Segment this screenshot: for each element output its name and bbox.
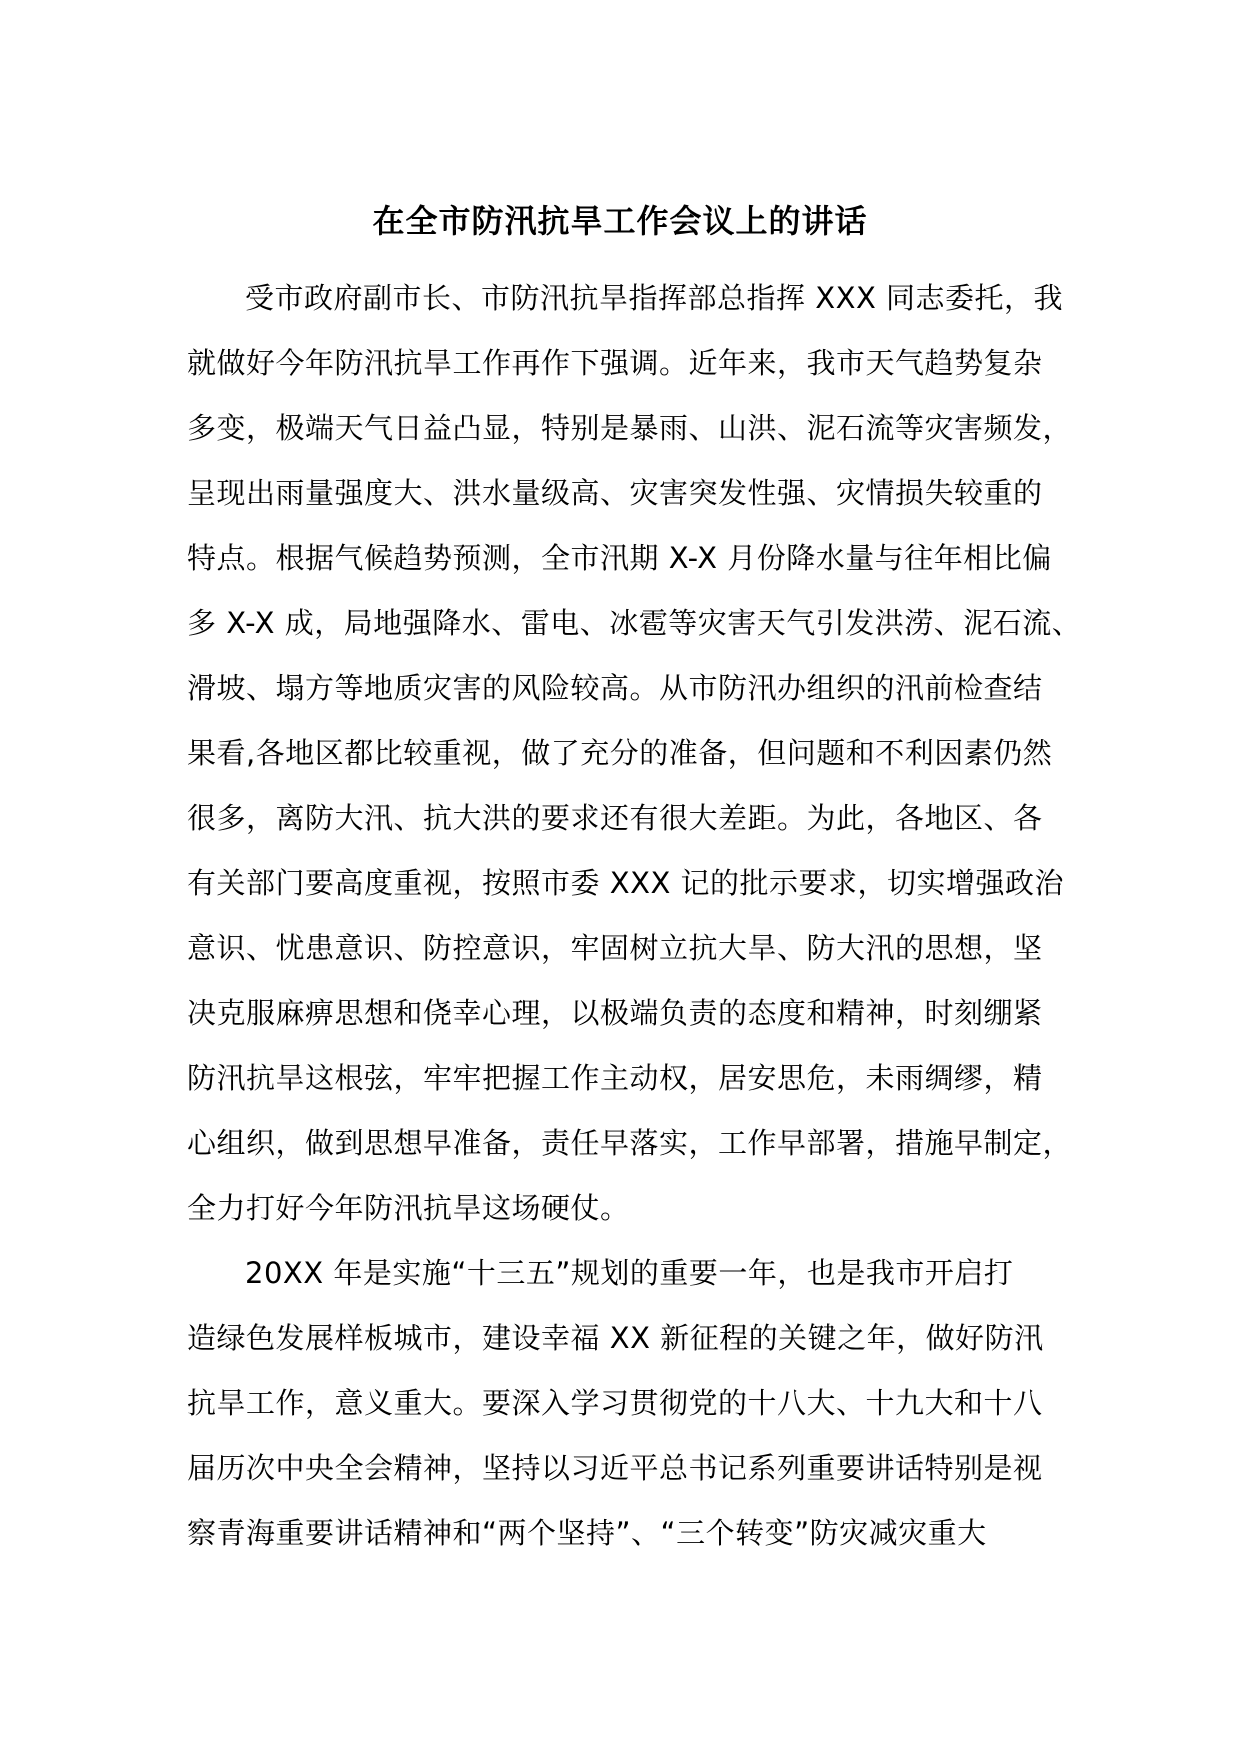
paragraph-line: 多 X-X 成，局地强降水、雷电、冰雹等灾害天气引发洪涝、泥石流、: [187, 606, 1082, 640]
paragraph-line: 果看,各地区都比较重视，做了充分的准备，但问题和不利因素仍然: [187, 736, 1053, 770]
paragraph-line: 特点。根据气候趋势预测，全市汛期 X-X 月份降水量与往年相比偏: [187, 541, 1052, 575]
paragraph-line: 呈现出雨量强度大、洪水量级高、灾害突发性强、灾情损失较重的: [187, 476, 1043, 510]
paragraph-line: 有关部门要高度重视，按照市委 XXX 记的批示要求，切实增强政治: [187, 866, 1065, 900]
paragraph-line: 届历次中央全会精神，坚持以习近平总书记系列重要讲话特别是视: [187, 1451, 1043, 1485]
paragraph-line: 察青海重要讲话精神和“两个坚持”、“三个转变”防灾减灾重大: [187, 1516, 987, 1550]
paragraph-line: 就做好今年防汛抗旱工作再作下强调。近年来，我市天气趋势复杂: [187, 346, 1043, 380]
paragraph-line: 意识、忧患意识、防控意识，牢固树立抗大旱、防大汛的思想，坚: [187, 931, 1043, 965]
paragraph-2: [187, 1241, 1067, 1566]
paragraph-line: 全力打好今年防汛抗旱这场硬仗。: [187, 1191, 630, 1225]
paragraph-line: 防汛抗旱这根弦，牢牢把握工作主动权，居安思危，未雨绸缪，精: [187, 1061, 1043, 1095]
paragraph-line: 决克服麻痹思想和侥幸心理，以极端负责的态度和精神，时刻绷紧: [187, 996, 1043, 1030]
document-title: 在全市防汛抗旱工作会议上的讲话: [372, 202, 868, 240]
paragraph-line: 很多，离防大汛、抗大洪的要求还有很大差距。为此，各地区、各: [187, 801, 1043, 835]
document-body: [187, 266, 1082, 1566]
paragraph-line: 抗旱工作，意义重大。要深入学习贯彻党的十八大、十九大和十八: [187, 1386, 1043, 1420]
paragraph-line: 20XX 年是实施“十三五”规划的重要一年，也是我市开启打: [245, 1256, 1014, 1290]
paragraph-line: 心组织，做到思想早准备，责任早落实，工作早部署，措施早制定，: [187, 1126, 1073, 1160]
paragraph-line: 多变，极端天气日益凸显，特别是暴雨、山洪、泥石流等灾害频发，: [187, 411, 1073, 445]
paragraph-line: 造绿色发展样板城市，建设幸福 XX 新征程的关键之年，做好防汛: [187, 1321, 1044, 1355]
paragraph-line: 滑坡、塌方等地质灾害的风险较高。从市防汛办组织的汛前检查结: [187, 671, 1043, 705]
paragraph-line: 受市政府副市长、市防汛抗旱指挥部总指挥 XXX 同志委托，我: [245, 281, 1064, 315]
paragraph-1: [187, 266, 1082, 1241]
